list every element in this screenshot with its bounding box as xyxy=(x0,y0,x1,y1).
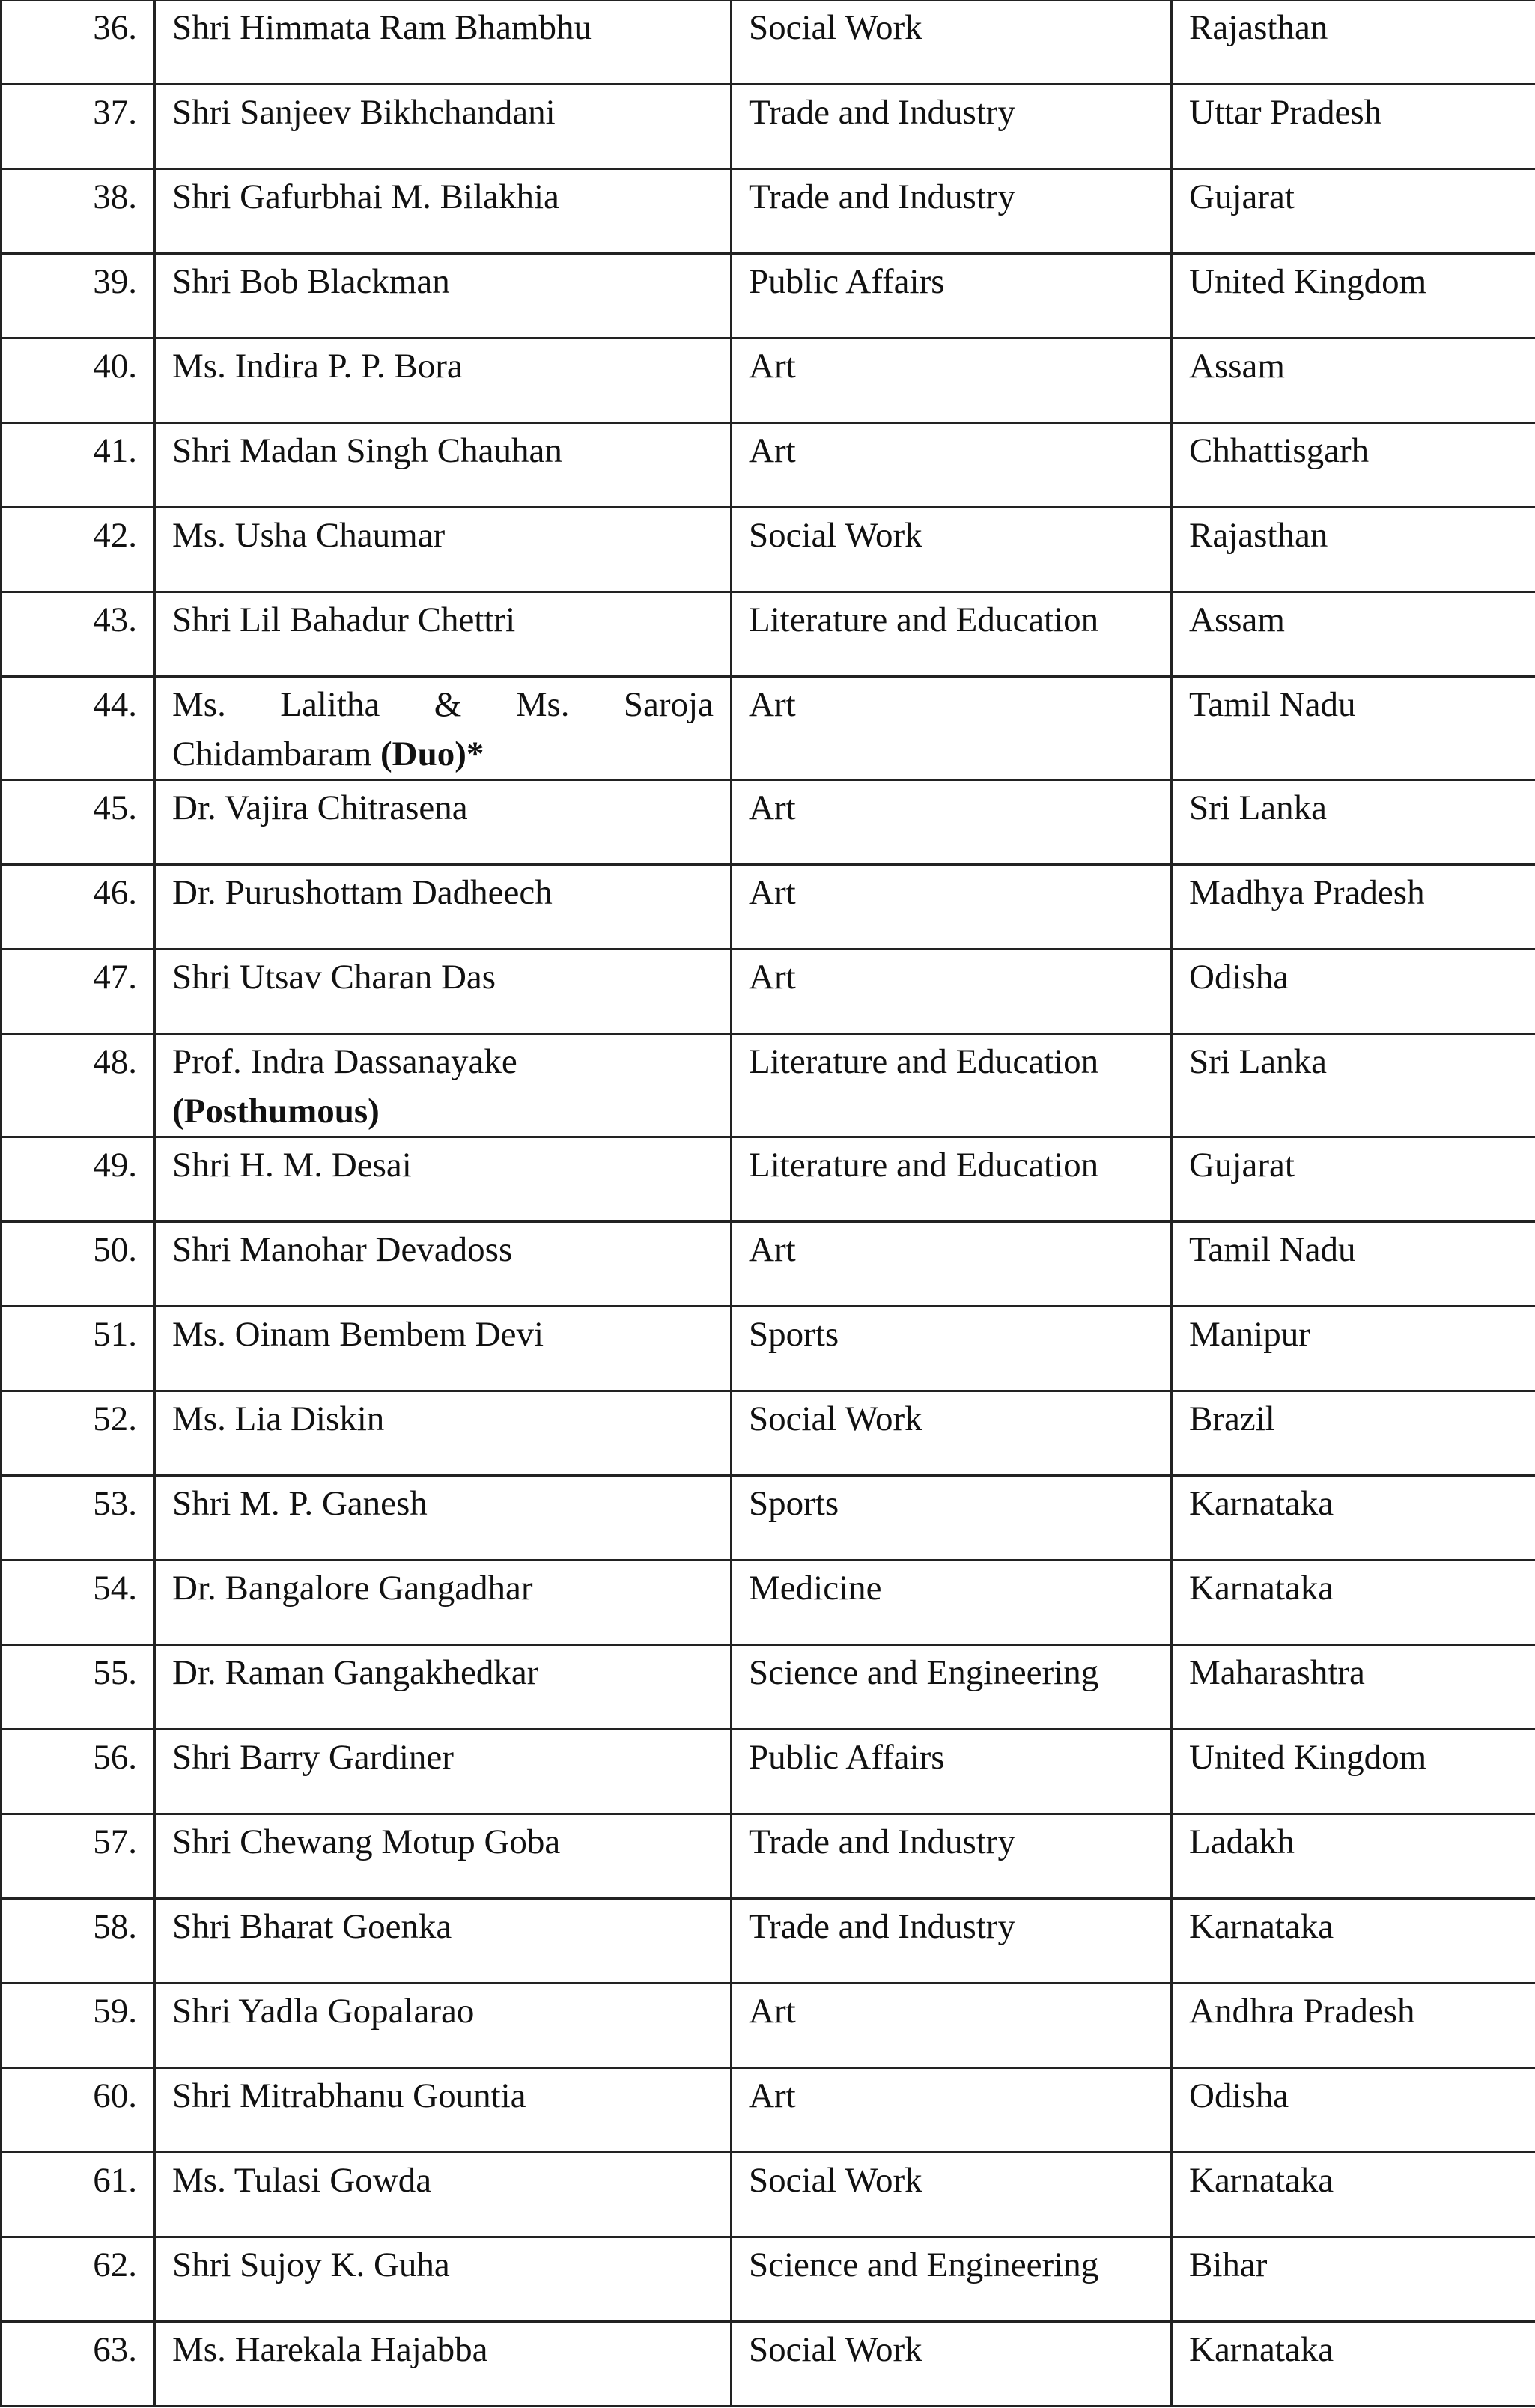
awardee-state: United Kingdom xyxy=(1172,254,1535,338)
awardee-name: Shri Sanjeev Bikhchandani xyxy=(155,85,732,169)
table-row xyxy=(1,338,1535,423)
table-row xyxy=(1,423,1535,508)
serial-number: 62. xyxy=(1,2237,155,2322)
awardee-name: Shri Lil Bahadur Chettri xyxy=(155,592,732,677)
table-row xyxy=(1,677,1535,780)
serial-number: 41. xyxy=(1,423,155,508)
table-row xyxy=(1,1560,1535,1645)
awardee-state: Madhya Pradesh xyxy=(1172,865,1535,949)
awardee-state: Rajasthan xyxy=(1172,508,1535,592)
serial-number: 50. xyxy=(1,1222,155,1307)
award-field: Art xyxy=(732,865,1172,949)
serial-number: 60. xyxy=(1,2068,155,2153)
award-field: Social Work xyxy=(732,508,1172,592)
awardee-name-line1: Ms. Lalitha & Ms. Saroja xyxy=(172,685,714,724)
table-row xyxy=(1,2068,1535,2153)
awardee-name: Dr. Vajira Chitrasena xyxy=(155,780,732,865)
serial-number: 51. xyxy=(1,1307,155,1391)
table-row xyxy=(1,1391,1535,1476)
award-field: Sports xyxy=(732,1307,1172,1391)
award-field: Public Affairs xyxy=(732,254,1172,338)
serial-number: 63. xyxy=(1,2322,155,2407)
table-row xyxy=(1,1814,1535,1899)
award-field: Science and Engineering xyxy=(732,1645,1172,1730)
awardee-name: Shri Utsav Charan Das xyxy=(155,949,732,1034)
awardee-name-suffix: (Duo)* xyxy=(380,735,484,773)
serial-number: 39. xyxy=(1,254,155,338)
serial-number: 53. xyxy=(1,1476,155,1560)
serial-number: 36. xyxy=(1,0,155,85)
award-field: Social Work xyxy=(732,2322,1172,2407)
award-field: Art xyxy=(732,780,1172,865)
serial-number: 55. xyxy=(1,1645,155,1730)
awardee-name: Shri Mitrabhanu Gountia xyxy=(155,2068,732,2153)
serial-number: 45. xyxy=(1,780,155,865)
award-field: Trade and Industry xyxy=(732,85,1172,169)
awardee-name-suffix: (Posthumous) xyxy=(172,1092,380,1131)
awardee-state: Brazil xyxy=(1172,1391,1535,1476)
table-row xyxy=(1,1645,1535,1730)
awardee-name: Shri Manohar Devadoss xyxy=(155,1222,732,1307)
award-field: Trade and Industry xyxy=(732,1814,1172,1899)
serial-number: 52. xyxy=(1,1391,155,1476)
awardee-name: Ms. Tulasi Gowda xyxy=(155,2153,732,2237)
table-row xyxy=(1,865,1535,949)
awardee-state: Sri Lanka xyxy=(1172,1034,1535,1137)
award-field: Literature and Education xyxy=(732,592,1172,677)
table-row xyxy=(1,1137,1535,1222)
serial-number: 49. xyxy=(1,1137,155,1222)
awardee-state: Assam xyxy=(1172,592,1535,677)
awardee-state: Odisha xyxy=(1172,2068,1535,2153)
table-row xyxy=(1,949,1535,1034)
table-row xyxy=(1,1730,1535,1814)
awardee-state: Gujarat xyxy=(1172,169,1535,254)
table-row xyxy=(1,2322,1535,2407)
table-row xyxy=(1,1983,1535,2068)
awardee-state: Manipur xyxy=(1172,1307,1535,1391)
awardee-name: Shri Chewang Motup Goba xyxy=(155,1814,732,1899)
serial-number: 61. xyxy=(1,2153,155,2237)
award-field: Sports xyxy=(732,1476,1172,1560)
awardee-name: Dr. Purushottam Dadheech xyxy=(155,865,732,949)
award-field: Science and Engineering xyxy=(732,2237,1172,2322)
serial-number: 46. xyxy=(1,865,155,949)
award-field: Art xyxy=(732,1222,1172,1307)
table-row xyxy=(1,1899,1535,1983)
serial-number: 58. xyxy=(1,1899,155,1983)
award-field: Art xyxy=(732,677,1172,780)
table-row xyxy=(1,1034,1535,1137)
serial-number: 37. xyxy=(1,85,155,169)
awardee-name: Shri M. P. Ganesh xyxy=(155,1476,732,1560)
awardee-name: Shri H. M. Desai xyxy=(155,1137,732,1222)
awardee-state: Gujarat xyxy=(1172,1137,1535,1222)
award-field: Art xyxy=(732,338,1172,423)
table-row xyxy=(1,254,1535,338)
serial-number: 59. xyxy=(1,1983,155,2068)
table-row xyxy=(1,2153,1535,2237)
serial-number: 47. xyxy=(1,949,155,1034)
awardee-state: Karnataka xyxy=(1172,1899,1535,1983)
serial-number: 48. xyxy=(1,1034,155,1137)
table-row xyxy=(1,1476,1535,1560)
awardee-name xyxy=(155,1034,732,1137)
awardee-state: Karnataka xyxy=(1172,1476,1535,1560)
awardee-state: Chhattisgarh xyxy=(1172,423,1535,508)
table-row xyxy=(1,1307,1535,1391)
serial-number: 40. xyxy=(1,338,155,423)
awardee-name: Ms. Usha Chaumar xyxy=(155,508,732,592)
award-field: Art xyxy=(732,949,1172,1034)
awardee-name: Shri Gafurbhai M. Bilakhia xyxy=(155,169,732,254)
awardee-state: Assam xyxy=(1172,338,1535,423)
award-field: Trade and Industry xyxy=(732,1899,1172,1983)
awardee-state: Bihar xyxy=(1172,2237,1535,2322)
awardee-state: Andhra Pradesh xyxy=(1172,1983,1535,2068)
awardee-name: Dr. Raman Gangakhedkar xyxy=(155,1645,732,1730)
award-field: Art xyxy=(732,423,1172,508)
awardee-state: Maharashtra xyxy=(1172,1645,1535,1730)
awardee-name-line1: Prof. Indra Dassanayake xyxy=(172,1042,517,1081)
award-field: Art xyxy=(732,1983,1172,2068)
awardee-state: Karnataka xyxy=(1172,1560,1535,1645)
serial-number: 42. xyxy=(1,508,155,592)
awardee-state: Karnataka xyxy=(1172,2153,1535,2237)
awardee-name-line2: Chidambaram xyxy=(172,735,372,773)
serial-number: 54. xyxy=(1,1560,155,1645)
awardee-name: Shri Bharat Goenka xyxy=(155,1899,732,1983)
serial-number: 44. xyxy=(1,677,155,780)
award-field: Trade and Industry xyxy=(732,169,1172,254)
serial-number: 56. xyxy=(1,1730,155,1814)
awardee-name: Shri Yadla Gopalarao xyxy=(155,1983,732,2068)
awardee-name: Shri Barry Gardiner xyxy=(155,1730,732,1814)
awardee-name: Ms. Harekala Hajabba xyxy=(155,2322,732,2407)
awardee-name: Shri Bob Blackman xyxy=(155,254,732,338)
awardee-state: Uttar Pradesh xyxy=(1172,85,1535,169)
table-row xyxy=(1,2237,1535,2322)
award-field: Social Work xyxy=(732,0,1172,85)
awardee-name: Ms. Oinam Bembem Devi xyxy=(155,1307,732,1391)
awardee-name: Shri Himmata Ram Bhambhu xyxy=(155,0,732,85)
award-field: Literature and Education xyxy=(732,1034,1172,1137)
awardee-state: Sri Lanka xyxy=(1172,780,1535,865)
awardee-name: Ms. Indira P. P. Bora xyxy=(155,338,732,423)
awardee-name: Dr. Bangalore Gangadhar xyxy=(155,1560,732,1645)
awardee-state: United Kingdom xyxy=(1172,1730,1535,1814)
awardee-state: Tamil Nadu xyxy=(1172,677,1535,780)
serial-number: 38. xyxy=(1,169,155,254)
award-field: Literature and Education xyxy=(732,1137,1172,1222)
table-row xyxy=(1,780,1535,865)
awardee-name: Ms. Lia Diskin xyxy=(155,1391,732,1476)
awardee-state: Odisha xyxy=(1172,949,1535,1034)
table-row xyxy=(1,592,1535,677)
awardee-state: Ladakh xyxy=(1172,1814,1535,1899)
table-row xyxy=(1,508,1535,592)
awardee-name: Shri Madan Singh Chauhan xyxy=(155,423,732,508)
table-row xyxy=(1,169,1535,254)
awardee-state: Karnataka xyxy=(1172,2322,1535,2407)
award-field: Social Work xyxy=(732,1391,1172,1476)
award-field: Medicine xyxy=(732,1560,1172,1645)
award-field: Art xyxy=(732,2068,1172,2153)
awardee-state: Tamil Nadu xyxy=(1172,1222,1535,1307)
table-row xyxy=(1,0,1535,85)
awardee-name: Shri Sujoy K. Guha xyxy=(155,2237,732,2322)
award-field: Social Work xyxy=(732,2153,1172,2237)
awardee-name xyxy=(155,677,732,780)
table-row xyxy=(1,1222,1535,1307)
serial-number: 57. xyxy=(1,1814,155,1899)
table-row xyxy=(1,85,1535,169)
award-field: Public Affairs xyxy=(732,1730,1172,1814)
serial-number: 43. xyxy=(1,592,155,677)
awardee-state: Rajasthan xyxy=(1172,0,1535,85)
